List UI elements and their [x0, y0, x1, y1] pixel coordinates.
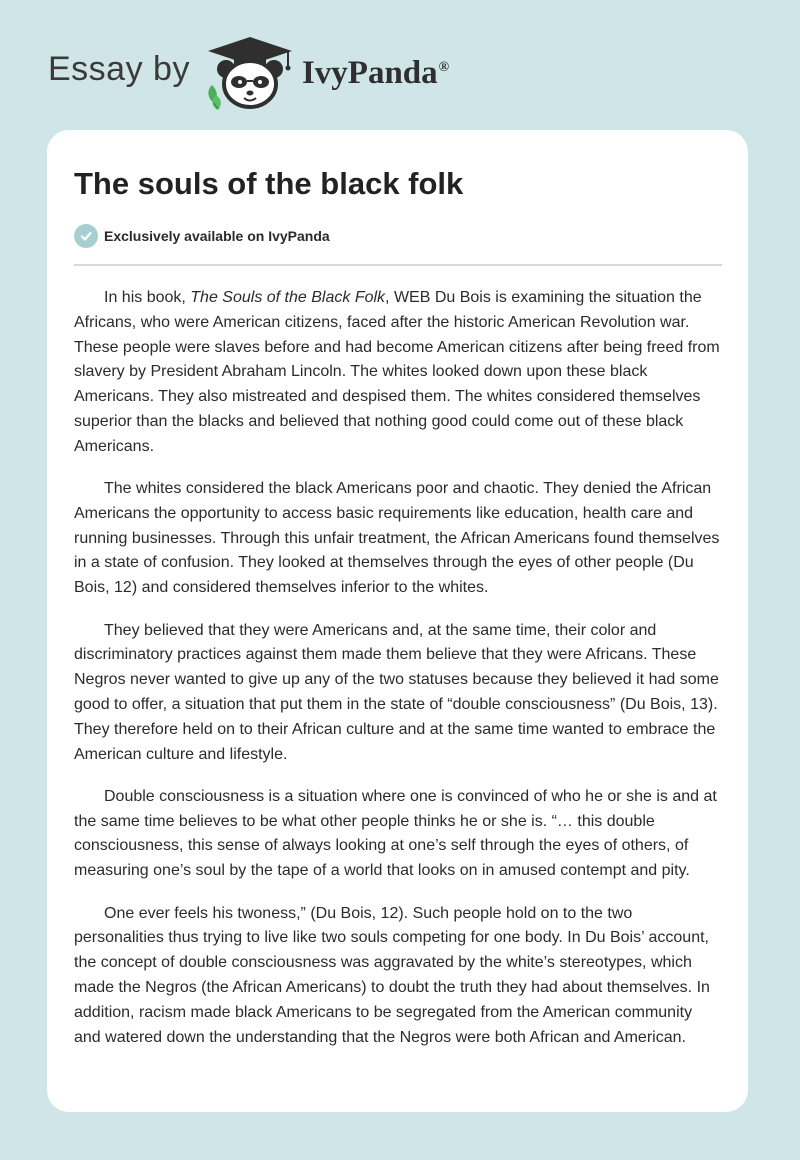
exclusive-label: Exclusively available on IvyPanda: [104, 228, 330, 244]
essay-title: The souls of the black folk: [74, 166, 464, 201]
check-icon: [74, 224, 98, 248]
paragraph-2: The whites considered the black Americans poor and chaotic. They denied the African Americans the opportunity to access basic requirements like education, health care and running businesses. Through this unfair treatment, the African Americans found themselves in a state of confusion. They looked at themselves through the eyes of other people (Du Bois, 12) and considered themselves inferior to the whites.: [74, 480, 720, 597]
paragraph-5: One ever feels his twoness,” (Du Bois, 12). Such people hold on to the two personalities thus trying to live like two souls competing for one body. In Du Bois’ account, the concept of double consciousness was aggravated by the white’s stereotypes, which made the Negros (the African Americans) to doubt the truth they had about themselves. In addition, racism made black Americans to be segregated from the American community and watered down the understanding that the Negros were both African and American.: [74, 904, 710, 1046]
panda-logo-icon: [204, 33, 296, 111]
book-title: The Souls of the Black Folk: [190, 289, 386, 306]
paragraph-3: They believed that they were Americans and, at the same time, their color and discriminatory practices against them made them believe that they were Africans. These Negros never wanted to give up any of the two statuses because they believed it had some good to offer, a situation that put them in the state of “double consciousness” (Du Bois, 13). They therefore held on to their African culture and at the same time wanted to embrace the American culture and lifestyle.: [74, 621, 719, 763]
site-header: [48, 32, 449, 112]
exclusive-badge: [74, 224, 722, 248]
paragraph-4: Double consciousness is a situation where one is convinced of who he or she is and at the same time believes to be what other people thinks he or she is. “… this double consciousness, this sense of always looking at one’s self through the eyes of others, of measuring one’s soul by the tape of a world that looks on in amused contempt and pity.: [74, 787, 717, 880]
title-divider: [74, 264, 722, 266]
paragraph-1: In his book, The Souls of the Black Folk, WEB Du Bois is examining the situation the Africans, who were American citizens, faced after the historic American Revolution war. These people were slaves before and had become American citizens after being freed from slavery by President Abraham Lincoln. The whites looked down upon these black Americans. They also mistreated and despised them. The whites considered themselves superior than the blacks and believed that nothing good could come out of these black Americans.: [74, 289, 720, 455]
essay-by-label: Essay by: [48, 49, 190, 88]
essay-card: [47, 130, 748, 1112]
brand-name: IvyPanda®: [301, 54, 450, 91]
essay-body: [74, 286, 722, 1050]
registered-mark: ®: [438, 59, 450, 75]
